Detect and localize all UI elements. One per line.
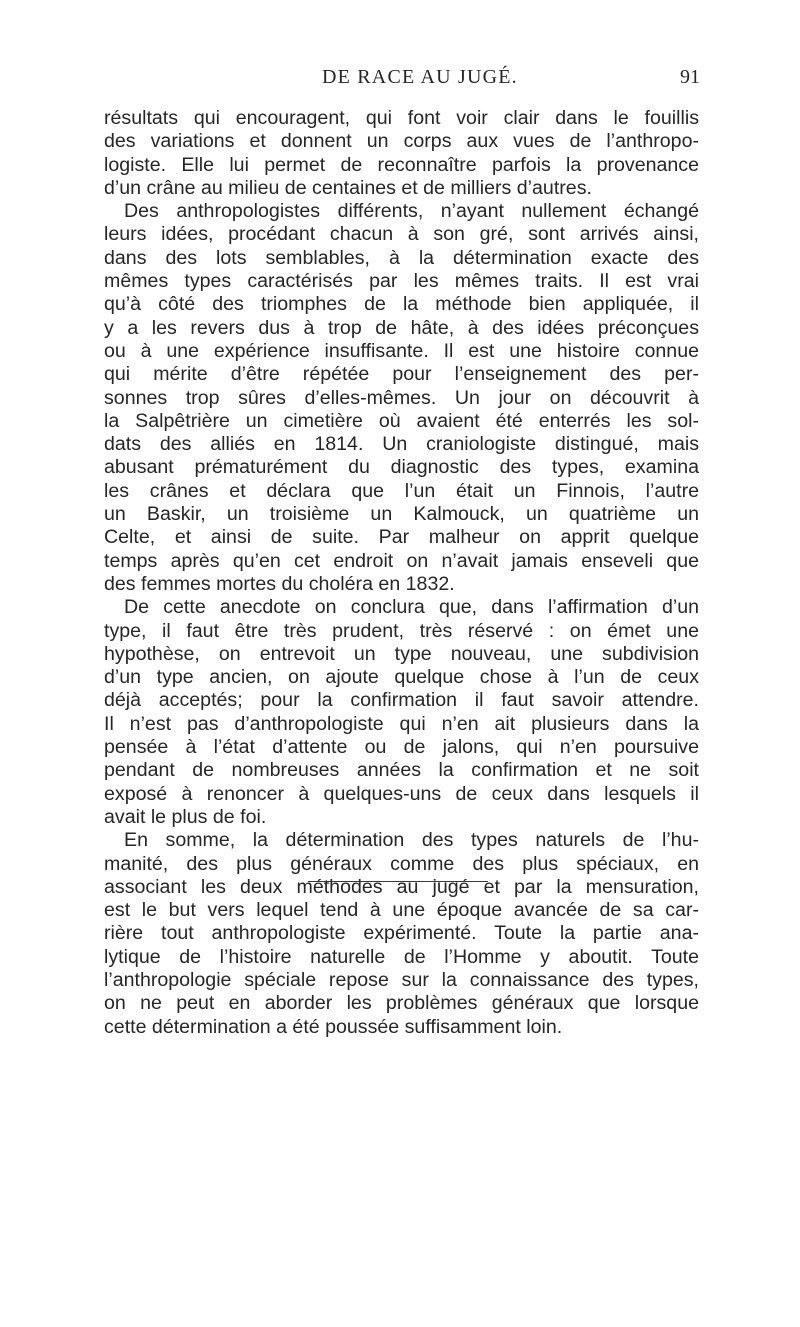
text-line: qu’à côté des triomphes de la méthode bien appliquée, il xyxy=(104,293,699,316)
text-line: mêmes types caractérisés par les mêmes traits. Il est vrai xyxy=(104,270,699,293)
text-line: on ne peut en aborder les problèmes généraux que lorsque xyxy=(104,992,699,1015)
running-head xyxy=(0,66,800,96)
text-line: lytique de l’histoire naturelle de l’Homme y aboutit. Toute xyxy=(104,945,699,968)
text-line: De cette anecdote on conclura que, dans l’affirmation d’un xyxy=(124,596,699,619)
text-line: y a les revers dus à trop de hâte, à des idées préconçues xyxy=(104,316,699,339)
text-line: leurs idées, procédant chacun à son gré, sont arrivés ainsi, xyxy=(104,223,699,246)
text-line: des femmes mortes du choléra en 1832. xyxy=(104,572,455,595)
text-line: cette détermination a été poussée suffisamment loin. xyxy=(104,1015,563,1038)
text-line: déjà acceptés; pour la confirmation il faut savoir attendre. xyxy=(104,689,699,712)
text-line: exposé à renoncer à quelques-uns de ceux dans lesquels il xyxy=(104,782,699,805)
text-line: ou à une expérience insuffisante. Il est une histoire connue xyxy=(104,339,699,362)
text-line: sonnes trop sûres d’elles-mêmes. Un jour on découvrit à xyxy=(104,386,699,409)
text-line: rière tout anthropologiste expérimenté. Toute la partie ana- xyxy=(104,922,699,945)
text-line: un Baskir, un troisième un Kalmouck, un quatrième un xyxy=(104,503,699,526)
text-line: abusant prématurément du diagnostic des types, examina xyxy=(104,456,699,479)
text-line: Il n’est pas d’anthropologiste qui n’en ait plusieurs dans la xyxy=(104,712,699,735)
body-text xyxy=(104,107,699,1039)
text-line: logiste. Elle lui permet de reconnaître parfois la provenance xyxy=(104,153,699,176)
text-line: associant les deux méthodes au jugé et par la mensuration, xyxy=(104,875,699,898)
text-line: des variations et donnent un corps aux vues de l’anthropo- xyxy=(104,130,699,153)
text-line: hypothèse, on entrevoit un type nouveau, une subdivision xyxy=(104,642,699,665)
text-line: Des anthropologistes différents, n’ayant nullement échangé xyxy=(124,200,699,223)
text-line: dans des lots semblables, à la détermination exacte des xyxy=(104,246,699,269)
text-line: résultats qui encouragent, qui font voir clair dans le fouillis xyxy=(104,107,699,129)
text-line: Celte, et ainsi de suite. Par malheur on apprit quelque xyxy=(104,526,699,549)
text-line: d’un crâne au milieu de centaines et de milliers d’autres. xyxy=(104,176,592,199)
text-line: pendant de nombreuses années la confirmation et ne soit xyxy=(104,759,699,782)
text-line: l’anthropologie spéciale repose sur la connaissance des types, xyxy=(104,968,699,991)
text-line: manité, des plus généraux comme des plus spéciaux, en xyxy=(104,852,699,875)
text-line: dats des alliés en 1814. Un craniologiste distingué, mais xyxy=(104,433,699,456)
text-line: est le but vers lequel tend à une époque avancée de sa car- xyxy=(104,899,699,922)
running-title: DE RACE AU JUGÉ. xyxy=(322,66,518,88)
text-line: d’un type ancien, on ajoute quelque chose à l’un de ceux xyxy=(104,666,699,689)
text-line: avait le plus de foi. xyxy=(104,805,267,828)
text-line: pensée à l’état d’attente ou de jalons, qui n’en poursuive xyxy=(104,736,699,759)
page-number: 91 xyxy=(680,66,700,88)
text-line: qui mérite d’être répétée pour l’enseignement des per- xyxy=(104,363,699,386)
text-line: les crânes et déclara que l’un était un Finnois, l’autre xyxy=(104,479,699,502)
text-line: temps après qu’en cet endroit on n’avait jamais enseveli que xyxy=(104,549,699,572)
text-line: la Salpêtrière un cimetière où avaient été enterrés les sol- xyxy=(104,409,699,432)
footer-rule xyxy=(308,881,488,882)
text-line: En somme, la détermination des types naturels de l’hu- xyxy=(124,829,699,852)
text-line: type, il faut être très prudent, très réservé : on émet une xyxy=(104,619,699,642)
